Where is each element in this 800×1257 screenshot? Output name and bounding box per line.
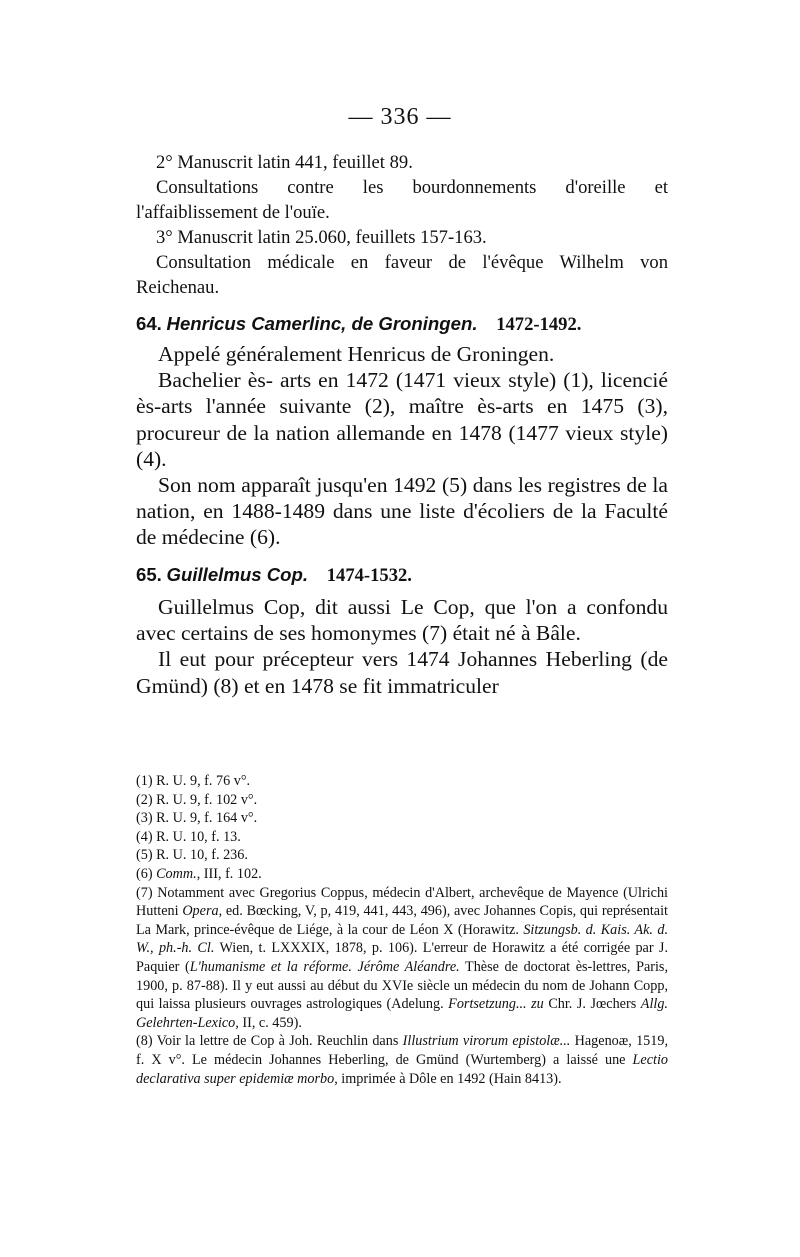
entry-65-paragraph-2: Il eut pour précepteur vers 1474 Johannes Heberling (de Gmünd) (8) et en 1478 se fit immatriculer	[136, 647, 668, 698]
entry-64-paragraph-2: Bachelier ès- arts en 1472 (1471 vieux style) (1), licencié ès-arts l'année suivante (2), maître ès-arts en 1475 (3), procureur de la nation allemande en 1478 (1477 vieux style) (4).	[136, 368, 668, 471]
page-number: — 336 —	[348, 104, 452, 130]
footnote-1: (1) R. U. 9, f. 76 v°.	[136, 773, 251, 789]
footnote-2: (2) R. U. 9, f. 102 v°.	[136, 791, 258, 808]
entry-65-number: 65.	[136, 564, 162, 585]
entry-65-body	[136, 594, 668, 699]
footnote-6: (6) Comm., III, f. 102.	[136, 865, 262, 882]
footnote-8: (8) Voir la lettre de Cop à Joh. Reuchlin dans Illustrium virorum epistolæ... Hagenoæ, 1519, f. X v°. Le médecin Johannes Heberling, de Gmünd (Wurtemberg) a laissé une Lectio declarativa super epidemiæ morbo, imprimée à Dôle en 1492 (Hain 8413).	[136, 1033, 668, 1087]
manuscript-line-25060: 3° Manuscrit latin 25.060, feuillets 157-163.	[156, 227, 487, 248]
footnotes	[136, 772, 668, 1088]
footnote-5: (5) R. U. 10, f. 236.	[136, 847, 248, 864]
entry-65-dates: 1474-1532.	[326, 565, 412, 586]
entry-64-number: 64.	[136, 313, 162, 334]
footnote-4: (4) R. U. 10, f. 13.	[136, 828, 241, 845]
footnote-7: (7) Notamment avec Gregorius Coppus, médecin d'Albert, archevêque de Mayence (Ulrichi Hutteni Opera, ed. Bœcking, V, p, 419, 441, 443, 496), avec Johannes Copis, qui représentait La Mark, prince-évêque de Liége, à la cour de Léon X (Horawitz. Sitzungsb. d. Kais. Ak. d. W., ph.-h. Cl. Wien, t. LXXXIX, 1878, p. 106). L'erreur de Horawitz a été corrigée par J. Paquier (L'humanisme et la réforme. Jérôme Aléandre. Thèse de doctorat ès-lettres, Paris, 1900, p. 87-88). Il y eut aussi au début du XVIe siècle un médecin du nom de Johann Copp, qui laissa plusieurs ouvrages astrologiques (Adelung. Fortsetzung... zu Chr. J. Jœchers Allg. Gelehrten-Lexico, II, c. 459).	[136, 884, 669, 1031]
manuscript-line-441: 2° Manuscrit latin 441, feuillet 89.	[156, 152, 413, 173]
entry-64-dates: 1472-1492.	[496, 314, 582, 335]
consultation-paragraph-1: Consultations contre les bourdonnements d'oreille et l'affaiblissement de l'ouïe.	[136, 177, 668, 223]
footnote-3: (3) R. U. 9, f. 164 v°.	[136, 810, 258, 827]
continued-list	[136, 150, 668, 300]
entry-65-name: Guillelmus Cop.	[166, 564, 309, 585]
entry-65-paragraph-1: Guillelmus Cop, dit aussi Le Cop, que l'on a confondu avec certains de ses homonymes (7) était né à Bâle.	[136, 595, 668, 646]
entry-64-name: Henricus Camerlinc, de Groningen.	[166, 313, 478, 334]
entry-64-paragraph-3: Son nom apparaît jusqu'en 1492 (5) dans les registres de la nation, en 1488-1489 dans une liste d'écoliers de la Faculté de médecine (6).	[136, 473, 668, 550]
consultation-paragraph-2: Consultation médicale en faveur de l'évêque Wilhelm von Reichenau.	[136, 252, 668, 298]
entry-64-body	[136, 341, 668, 551]
entry-64-heading	[136, 313, 668, 336]
entry-65-heading	[136, 564, 668, 587]
entry-64-paragraph-1: Appelé généralement Henricus de Groningen.	[158, 342, 555, 366]
